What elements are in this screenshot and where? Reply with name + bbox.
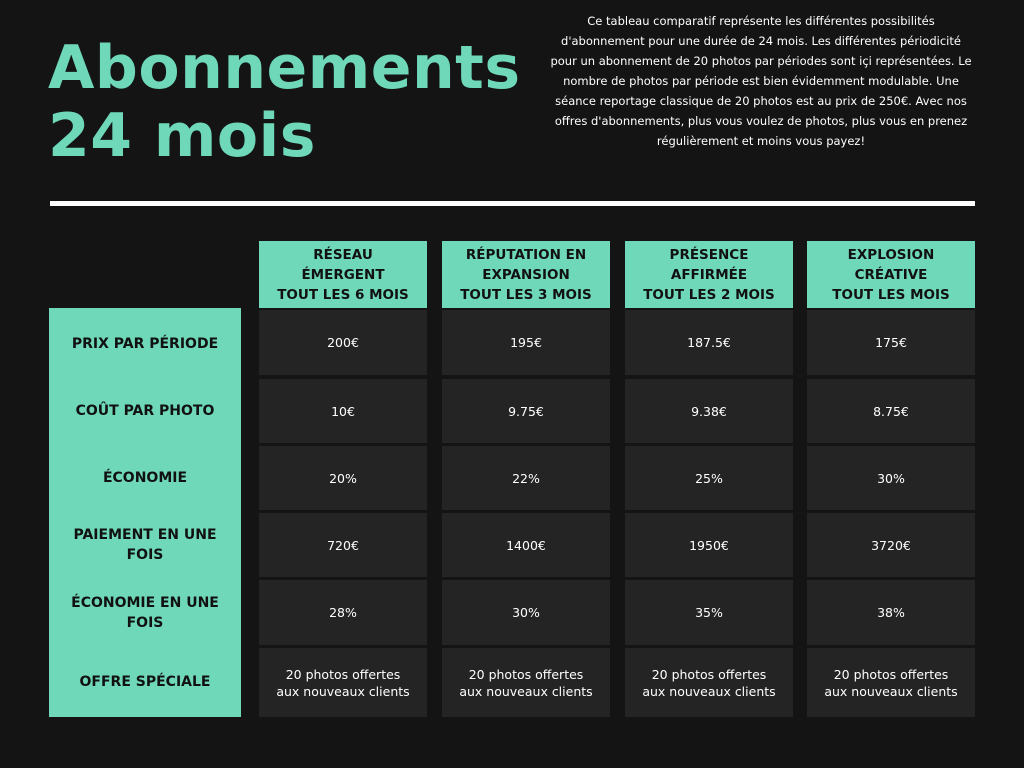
table-cell	[625, 310, 793, 375]
row-label-prix-par-periode	[49, 310, 241, 377]
row-label-text: PAIEMENT EN UNE FOIS	[73, 526, 217, 563]
table-cell	[625, 648, 793, 717]
column-header-reputation-expansion	[442, 241, 610, 308]
column-header-line: TOUT LES 3 MOIS	[460, 287, 592, 303]
column-header-line: EXPANSION	[482, 267, 570, 283]
cell-value: 30%	[512, 605, 540, 620]
column-header-explosion-creative	[807, 241, 975, 308]
row-label-cout-par-photo	[49, 377, 241, 444]
cell-value: 9.38€	[691, 403, 727, 419]
cell-value: 20 photos offertes aux nouveaux clients	[459, 666, 593, 699]
row-label-text: ÉCONOMIE EN UNE FOIS	[71, 594, 219, 631]
table-cell	[442, 513, 610, 577]
cell-value: 28%	[329, 605, 357, 620]
table-cell	[259, 513, 427, 577]
cell-value: 9.75€	[508, 403, 544, 419]
table-cell	[807, 580, 975, 645]
cell-value: 1400€	[506, 537, 546, 553]
divider	[50, 201, 975, 206]
cell-value: 1950€	[689, 537, 729, 553]
row-label-text: OFFRE SPÉCIALE	[79, 674, 211, 690]
row-label-economie-en-une-fois	[49, 579, 241, 646]
table-cell	[259, 446, 427, 510]
column-header-reseau-emergent	[259, 241, 427, 308]
column-header-line: EXPLOSION	[847, 247, 935, 263]
column-header-line: CRÉATIVE	[854, 267, 928, 283]
cell-value: 8.75€	[873, 403, 909, 419]
cell-value: 3720€	[871, 537, 911, 553]
cell-value: 187.5€	[687, 335, 731, 350]
cell-value: 195€	[510, 335, 542, 350]
column-header-line: RÉPUTATION EN	[465, 247, 587, 263]
column-header-line: TOUT LES MOIS	[832, 287, 950, 303]
column-header-line: ÉMERGENT	[301, 267, 385, 283]
table-cell	[259, 379, 427, 443]
column-header-line: PRÉSENCE	[669, 247, 749, 263]
cell-value: 20 photos offertes aux nouveaux clients	[642, 666, 776, 699]
table-cell	[807, 446, 975, 510]
table-cell	[442, 379, 610, 443]
cell-value: 20 photos offertes aux nouveaux clients	[824, 666, 958, 699]
table-cell	[625, 379, 793, 443]
table-cell	[442, 310, 610, 375]
table-cell	[259, 648, 427, 717]
table-cell	[807, 648, 975, 717]
column-header-line: TOUT LES 6 MOIS	[277, 287, 409, 303]
table-cell	[625, 446, 793, 510]
cell-value: 25%	[695, 470, 723, 486]
title-line-2: 24 mois	[48, 101, 316, 171]
table-cell	[442, 648, 610, 717]
cell-value: 38%	[877, 605, 905, 620]
cell-value: 720€	[327, 537, 359, 553]
page-title	[48, 34, 521, 170]
row-label-economie	[49, 445, 241, 511]
table-cell	[259, 310, 427, 375]
table-cell	[442, 580, 610, 645]
column-header-line: TOUT LES 2 MOIS	[643, 287, 775, 303]
table-cell	[807, 310, 975, 375]
row-label-paiement-en-une-fois	[49, 511, 241, 578]
cell-value: 175€	[875, 335, 907, 350]
cell-value: 35%	[695, 605, 723, 620]
cell-value: 20 photos offertes aux nouveaux clients	[276, 666, 410, 699]
cell-value: 10€	[331, 403, 355, 419]
row-label-text: PRIX PAR PÉRIODE	[71, 335, 219, 352]
cell-value: 30%	[877, 470, 905, 486]
table-cell	[259, 580, 427, 645]
table-cell	[807, 513, 975, 577]
cell-value: 22%	[512, 470, 540, 486]
column-header-presence-affirmee	[625, 241, 793, 308]
row-label-offre-speciale	[49, 647, 241, 717]
row-label-text: ÉCONOMIE	[102, 470, 188, 486]
table-cell	[625, 513, 793, 577]
table-cell	[625, 580, 793, 645]
table-cell	[442, 446, 610, 510]
cell-value: 20%	[329, 470, 357, 486]
description-text: Ce tableau comparatif représente les différentes possibilités d'abonnement pour une durée de 24 mois. Les différentes périodicité pour un abonnement de 20 photos par périodes sont içi représentées. Le nombre de photos par période est bien évidemment modulable. Une séance reportage classique de 20 photos est au prix de 250€. Avec nos offres d'abonnements, plus vous voulez de photos, plus vous en prenez régulièrement et moins vous payez!	[550, 14, 972, 148]
column-header-line: RÉSEAU	[313, 247, 373, 263]
column-header-line: AFFIRMÉE	[670, 267, 748, 283]
title-line-1: Abonnements	[48, 33, 521, 103]
cell-value: 200€	[327, 335, 359, 350]
table-cell	[807, 379, 975, 443]
row-label-text: COÛT PAR PHOTO	[75, 402, 215, 419]
